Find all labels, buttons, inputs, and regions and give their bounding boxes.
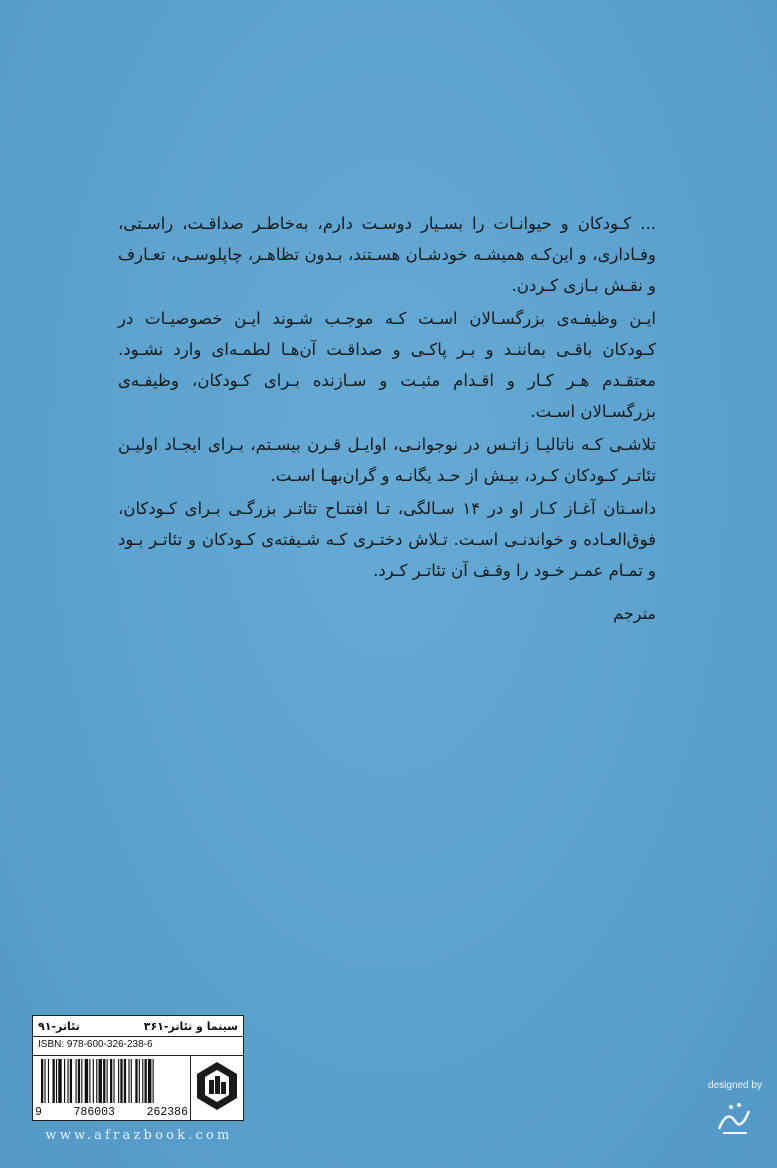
barcode-bar [64,1059,65,1103]
barcode-bar [81,1059,82,1103]
barcode-bar [67,1059,68,1103]
barcode-bar [76,1059,77,1103]
barcode-digits [35,1106,188,1119]
barcode-bar [139,1059,140,1103]
barcode-bar [58,1059,61,1103]
barcode-bar [53,1059,55,1103]
barcode-bar [107,1059,108,1103]
barcode-bar [48,1059,49,1103]
blurb-paragraph-3: تلاشـی کـه ناتالیـا زاتـس در نوجوانـی، اوایـل قـرن بیسـتم، بـرای ایجـاد اولیـن تئاتـر کـودکان کـرد، بیـش از حـد یگانـه و گران‌بهـا اسـت. [118,435,656,485]
barcode-digit-prefix: 9 [35,1106,42,1119]
barcode-bar [110,1059,112,1103]
barcode [33,1056,190,1120]
publisher-website: www.afrazbook.com [45,1128,233,1143]
designer-label: designed by [708,1080,762,1091]
blurb-paragraph-2: ایـن وظیفـه‌ی بزرگسـالان اسـت کـه موجـب شـوند ایـن خصوصیـات در کـودکان باقـی بماننـد و بـر پاکـی و صداقـت آن‌هـا لطمـه‌ای وارد نشـود. معتقـدم هـر کـار و اقـدام مثبـت و سـازنده بـرای کـودکان، وظیفـه‌ی بزرگسـالان اسـت. [118,309,656,421]
barcode-bar [103,1059,105,1103]
barcode-bar [128,1059,129,1103]
isbn-number: ISBN: 978-600-326-238-6 [33,1037,243,1056]
barcode-bar [78,1059,80,1103]
barcode-bar [96,1059,97,1103]
barcode-bar [70,1059,72,1103]
barcode-digit-group-1: 786003 [73,1106,115,1119]
back-cover-blurb [118,208,656,631]
barcode-bar [124,1059,126,1103]
barcode-bar [41,1059,43,1103]
barcode-bar [153,1059,154,1103]
barcode-bar [142,1059,143,1103]
isbn-info-box [32,1015,244,1121]
barcode-bar [85,1059,88,1103]
designer-signature-mark [713,1099,757,1139]
translator-signature: مترجم [613,604,656,623]
blurb-paragraph-1: ... کـودکان و حیوانـات را بسـیار دوسـت دارم، به‌خاطـر صداقـت، راسـتی، وفـاداری، و این‌کـه همیشـه خودشـان هسـتند، بـدون تظاهـر، چاپلوسـی، تعـارف و نقـش بـازی کـردن. [118,214,656,295]
barcode-bar [118,1059,119,1103]
afraz-logo-icon [195,1060,239,1116]
barcode-bar [145,1059,147,1103]
barcode-bar [89,1059,90,1103]
designer-credit [700,1080,770,1139]
barcode-bar [120,1059,122,1103]
barcode-digit-group-2: 262386 [146,1106,188,1119]
series-theater: تئاتر-۹۱ [38,1019,80,1033]
barcode-bar [113,1059,114,1103]
barcode-bar [93,1059,94,1103]
publisher-logo [190,1056,243,1120]
series-row [33,1016,243,1037]
barcode-bars [35,1059,187,1103]
blurb-paragraph-4: داسـتان آغـاز کـار او در ۱۴ سـالگی، تـا افتتـاح تئاتـر بزرگـی بـرای کـودکان، فوق‌العـاده و خواندنـی اسـت. تـلاش دختـری کـه شـیفته‌ی کـودکان و تئاتـر بـود و تمـام عمـر خـود را وقـف آن تئاتـر کـرد. [118,499,656,580]
barcode-bar [99,1059,102,1103]
series-cinema-theater: سینما و تئاتر-۳۶۱ [143,1019,238,1033]
barcode-bar [44,1059,45,1103]
barcode-area [33,1056,243,1120]
barcode-bar [135,1059,137,1103]
barcode-bar [131,1059,132,1103]
barcode-bar [56,1059,57,1103]
barcode-bar [148,1059,151,1103]
